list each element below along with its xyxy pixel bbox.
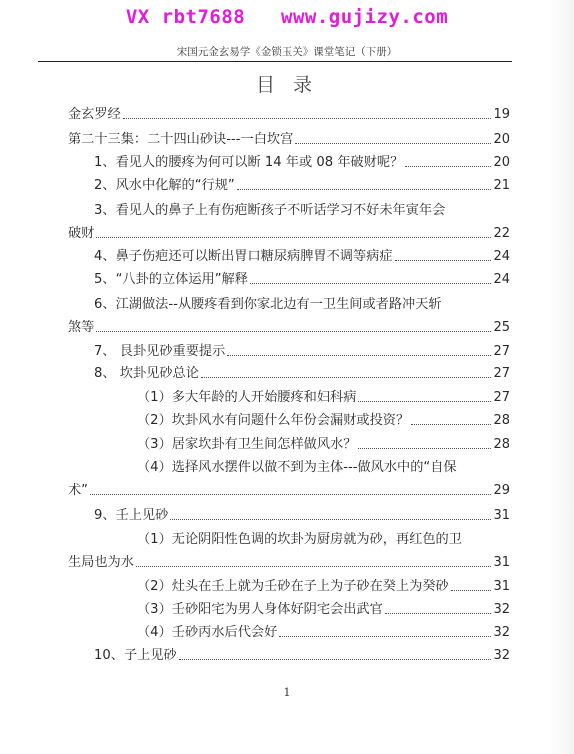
- toc-entry-page: 20: [493, 132, 510, 147]
- toc-dot-leader: [136, 563, 492, 567]
- toc-dot-leader: [295, 140, 491, 144]
- toc-entry-page: 31: [493, 555, 510, 570]
- toc-entry-title: 2、风水中化解的“行规”: [94, 178, 235, 193]
- toc-dot-leader: [405, 163, 491, 167]
- toc-entry-page: 21: [493, 178, 510, 193]
- toc-dot-leader: [395, 257, 492, 261]
- toc-entry-title: 6、江湖做法--从腰疼看到你家北边有一卫生间或者路冲天斩: [94, 297, 442, 312]
- page-number: 1: [283, 686, 291, 699]
- toc-entry-page: 31: [493, 508, 510, 523]
- toc-entry-page: 28: [493, 437, 510, 452]
- toc-entry-title: 破财: [68, 226, 95, 241]
- toc-entry-title: 9、壬上见砂: [94, 508, 169, 523]
- toc-entry-title: （4）壬砂丙水后代会好: [137, 625, 278, 640]
- toc-entry-title: （1）无论阴阳性色调的坎卦为厨房就为砂，再红色的卫: [137, 532, 462, 547]
- toc-entry: [137, 601, 510, 618]
- toc-entry-page: 27: [493, 366, 510, 381]
- toc-dot-leader: [201, 374, 492, 378]
- toc-entry-title: 第二十三集：二十四山砂诀---一白坎宫: [68, 132, 294, 147]
- toc-entry-title: 5、“八卦的立体运用”解释: [94, 272, 248, 287]
- toc-entry-page: 31: [493, 579, 510, 594]
- toc-entry-page: 32: [493, 602, 510, 617]
- toc-dot-leader: [96, 328, 491, 332]
- toc-entry-page: 27: [493, 390, 510, 405]
- toc-entry-title: 4、鼻子伤疤还可以断出胃口糖尿病脾胃不调等病症: [94, 249, 393, 264]
- toc-dot-leader: [358, 398, 491, 402]
- toc-dot-leader: [179, 656, 492, 660]
- toc-entry-title: （2）坎卦风水有问题什么年份会漏财或投资？: [137, 413, 410, 428]
- toc-entry-page: 24: [493, 272, 510, 287]
- toc-entry-page: 28: [493, 413, 510, 428]
- toc-entry-page: 24: [493, 249, 510, 264]
- toc-dot-leader: [279, 633, 491, 637]
- toc-entry: [137, 624, 510, 641]
- toc-entry-page: 27: [493, 344, 510, 359]
- toc-dot-leader: [170, 516, 491, 520]
- toc-entry-title: 1、看见人的腰疼为何可以断 14 年或 08 年破财呢？: [94, 155, 404, 170]
- toc-dot-leader: [90, 491, 491, 495]
- toc-entry: [137, 578, 510, 595]
- page-edge-shadow: [548, 0, 574, 754]
- toc-entry-page: 29: [493, 483, 510, 498]
- toc-entry-title: （3）居家坎卦有卫生间怎样做风水？: [137, 437, 357, 452]
- toc-entry-page: 32: [493, 625, 510, 640]
- toc-dot-leader: [358, 445, 491, 449]
- toc-dot-leader: [250, 280, 492, 284]
- toc-entry: [94, 647, 510, 664]
- toc-entry-title: 10、子上见砂: [94, 648, 177, 663]
- watermark-text: VX rbt7688 www.gujizy.com: [125, 6, 449, 28]
- toc-entry-page: 32: [493, 648, 510, 663]
- toc-entry-title: 3、看见人的鼻子上有伤疤断孩子不听话学习不好未年寅年会: [94, 203, 446, 218]
- toc-entry: [94, 507, 510, 524]
- toc-entry-title: 7、 艮卦见砂重要提示: [94, 344, 226, 359]
- book-header: 宋国元金玄易学《金锁玉关》课堂笔记（下册）: [176, 46, 398, 58]
- toc-entry-title: （3）壬砂阳宅为男人身体好阴宅会出武官: [137, 602, 383, 617]
- toc-entry-title: （4）选择风水摆件以做不到为主体---做风水中的“自保: [137, 460, 457, 475]
- toc-entry-title: 8、 坎卦见砂总论: [94, 366, 199, 381]
- toc-dot-leader: [451, 587, 492, 591]
- toc-entry-page: 25: [493, 320, 510, 335]
- toc-entry-title: 生局也为水: [68, 555, 134, 570]
- toc-entry: [94, 154, 510, 171]
- toc-entry: [68, 225, 510, 242]
- toc-entry-title: 术”: [68, 483, 89, 498]
- toc-entry-title: （2）灶头在壬上就为壬砂在子上为子砂在癸上为癸砂: [137, 579, 449, 594]
- toc-entry-title: 金玄罗经: [68, 107, 121, 122]
- toc-entry: [137, 436, 510, 453]
- toc-dot-leader: [385, 610, 492, 614]
- toc-entry: [68, 319, 510, 336]
- toc-entry-title: 煞等: [68, 320, 95, 335]
- toc-entry: [68, 131, 510, 148]
- toc-entry: [68, 554, 510, 571]
- toc-entry-page: 20: [493, 155, 510, 170]
- toc-entry: [94, 365, 510, 382]
- toc-entry-title: （1）多大年龄的人开始腰疼和妇科病: [137, 390, 357, 405]
- toc-entry: [137, 389, 510, 406]
- toc-dot-leader: [411, 421, 491, 425]
- toc-entry: [94, 343, 510, 360]
- toc-dot-leader: [227, 352, 491, 356]
- toc-entry: [68, 106, 510, 123]
- toc-entry: [94, 271, 510, 288]
- toc-dot-leader: [237, 186, 492, 190]
- toc-entry-page: 19: [493, 107, 510, 122]
- toc-entry: [137, 412, 510, 429]
- toc-entry: [68, 482, 510, 499]
- toc-dot-leader: [123, 115, 492, 119]
- toc-dot-leader: [96, 234, 491, 238]
- page-title: 目 录: [255, 74, 319, 96]
- toc-entry: [94, 248, 510, 265]
- toc-entry: [94, 177, 510, 194]
- toc-entry-page: 22: [493, 226, 510, 241]
